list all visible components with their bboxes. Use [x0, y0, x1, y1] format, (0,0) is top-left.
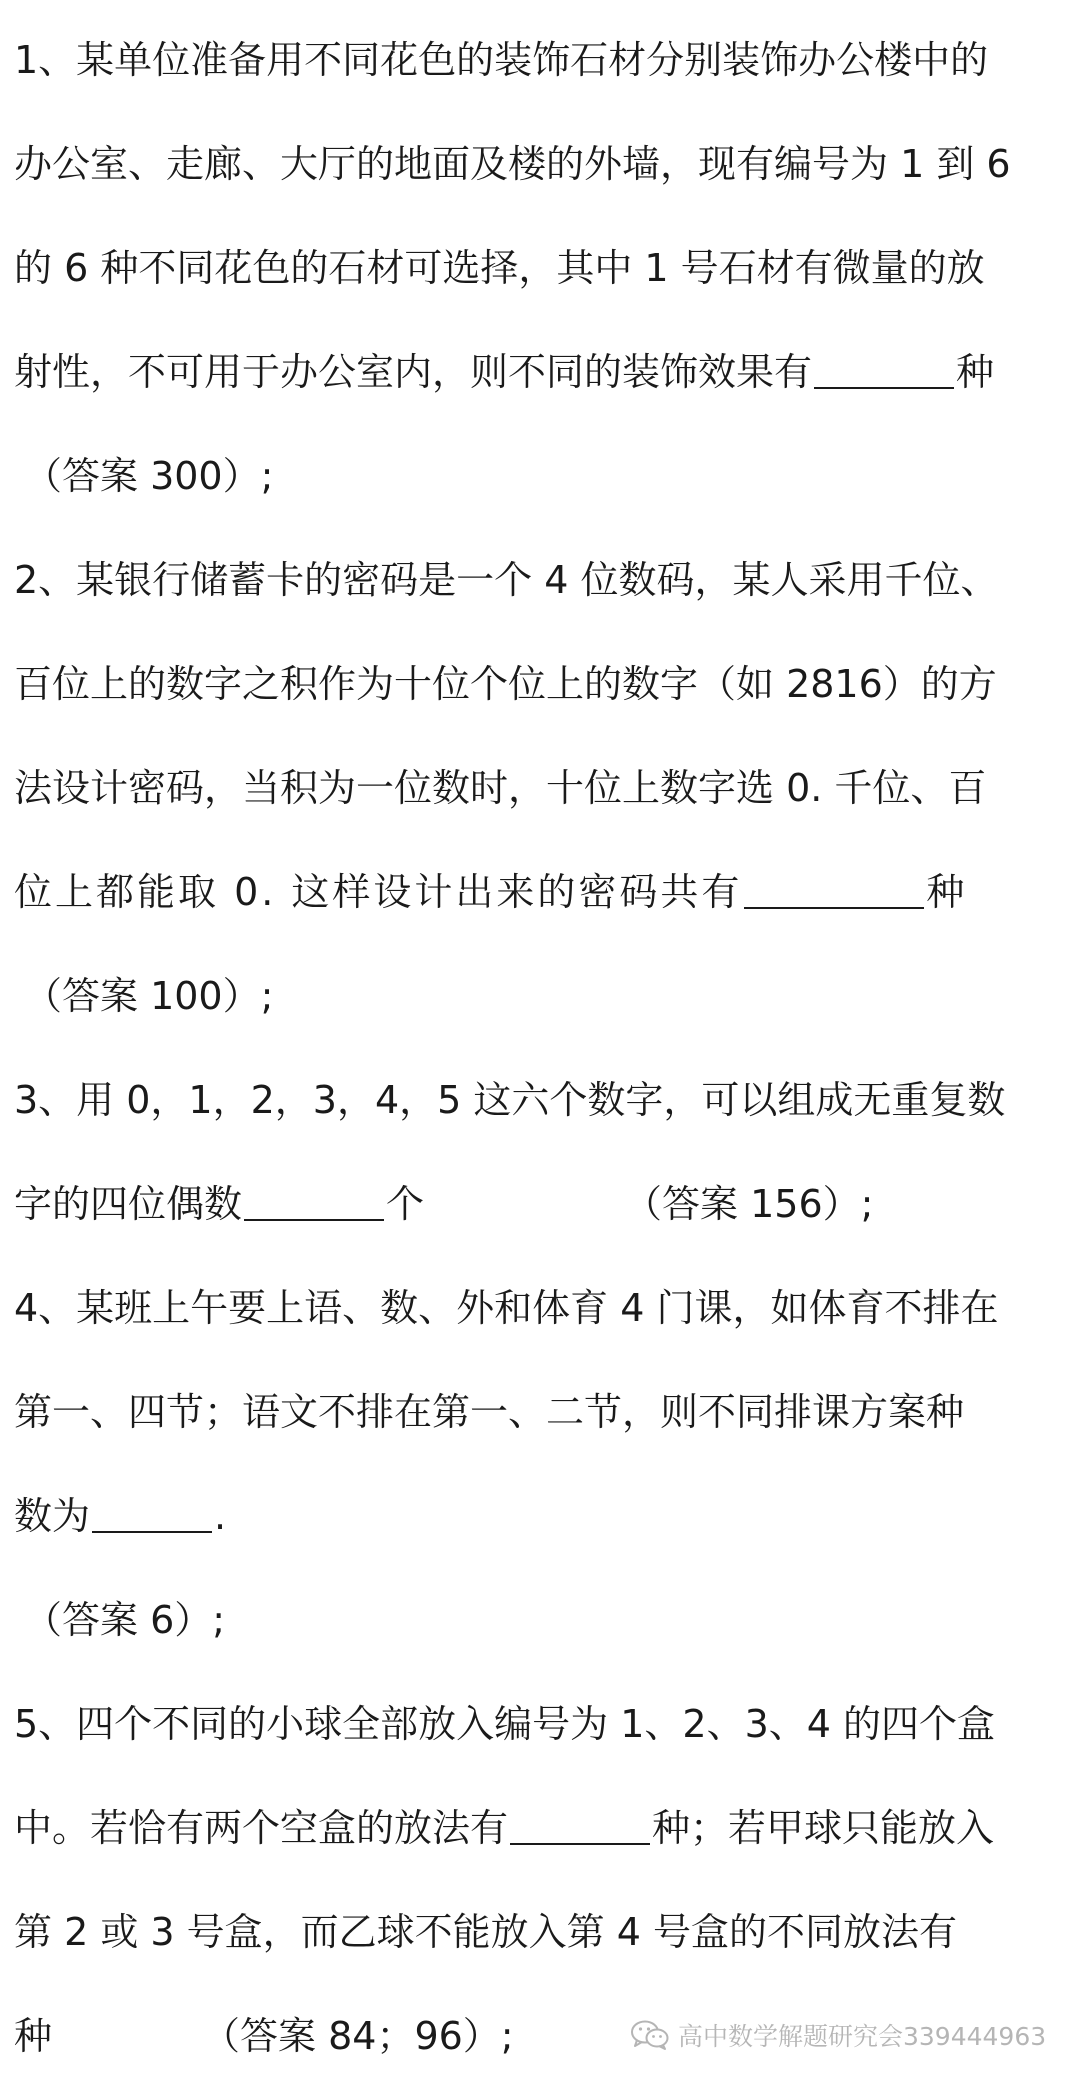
problem-1-line-3: 的 6 种不同花色的石材可选择，其中 1 号石材有微量的放: [14, 246, 985, 290]
problem-5-line-2-text: 中。若恰有两个空盒的放法有: [14, 1806, 509, 1850]
problem-3-line-1: 3、用 0，1，2，3，4，5 这六个数字，可以组成无重复数: [14, 1078, 1006, 1122]
problem-2-line-4: [14, 840, 1066, 944]
answer-blank: [744, 867, 924, 909]
wechat-icon: [630, 2019, 670, 2051]
problem-2-line-4-text: 位上都能取 0. 这样设计出来的密码共有: [14, 870, 743, 914]
problem-1-line-2: 办公室、走廊、大厅的地面及楼的外墙，现有编号为 1 到 6: [14, 142, 1011, 186]
problem-5-line-2-rest: 种；若甲球只能放入: [652, 1806, 995, 1850]
problem-4-line-3-text: 数为: [14, 1494, 91, 1538]
problem-1-line-4: [14, 320, 1066, 424]
problem-5-line-2: [14, 1776, 1066, 1880]
answer-blank: [814, 347, 954, 389]
problem-1-line-1: 1、某单位准备用不同花色的装饰石材分别装饰办公楼中的: [14, 38, 989, 82]
problem-3-line-2: [14, 1152, 1066, 1256]
problem-3-line-2-unit: 个: [386, 1182, 425, 1226]
answer-blank: [92, 1491, 212, 1533]
problem-2-answer: （答案 100）;: [24, 974, 274, 1018]
problem-4-line-3: [14, 1464, 1066, 1568]
answer-blank: [510, 1803, 650, 1845]
problem-5-line-4-unit: 种: [14, 2014, 53, 2058]
problem-2-line-1: 2、某银行储蓄卡的密码是一个 4 位数码，某人采用千位、: [14, 558, 999, 602]
problem-2-line-2: 百位上的数字之积作为十位个位上的数字（如 2816）的方: [14, 662, 997, 706]
answer-blank: [244, 1179, 384, 1221]
problem-3-line-2-text: 字的四位偶数: [14, 1182, 243, 1226]
problem-4-line-2: 第一、四节；语文不排在第一、二节，则不同排课方案种: [14, 1390, 965, 1434]
problem-3-answer: （答案 156）;: [624, 1182, 874, 1226]
problem-1-line-4-unit: 种: [956, 350, 995, 394]
problem-4-line-1: 4、某班上午要上语、数、外和体育 4 门课，如体育不排在: [14, 1286, 999, 1330]
problem-4-answer: （答案 6）;: [24, 1598, 226, 1642]
problem-4-line-3-end: .: [214, 1494, 227, 1538]
problem-1-answer: （答案 300）;: [24, 454, 274, 498]
watermark: [630, 2012, 1046, 2058]
watermark-text: 高中数学解题研究会339444963: [678, 2022, 1047, 2051]
problem-5-line-3: 第 2 或 3 号盒，而乙球不能放入第 4 号盒的不同放法有: [14, 1910, 958, 1954]
problem-2-line-4-unit: 种: [926, 870, 965, 914]
problem-5-line-1: 5、四个不同的小球全部放入编号为 1、2、3、4 的四个盒: [14, 1702, 996, 1746]
problem-2-line-3: 法设计密码，当积为一位数时，十位上数字选 0. 千位、百: [14, 766, 987, 810]
problem-1-line-4-text: 射性，不可用于办公室内，则不同的装饰效果有: [14, 350, 813, 394]
problem-5-answer: （答案 84；96）;: [202, 2014, 514, 2058]
